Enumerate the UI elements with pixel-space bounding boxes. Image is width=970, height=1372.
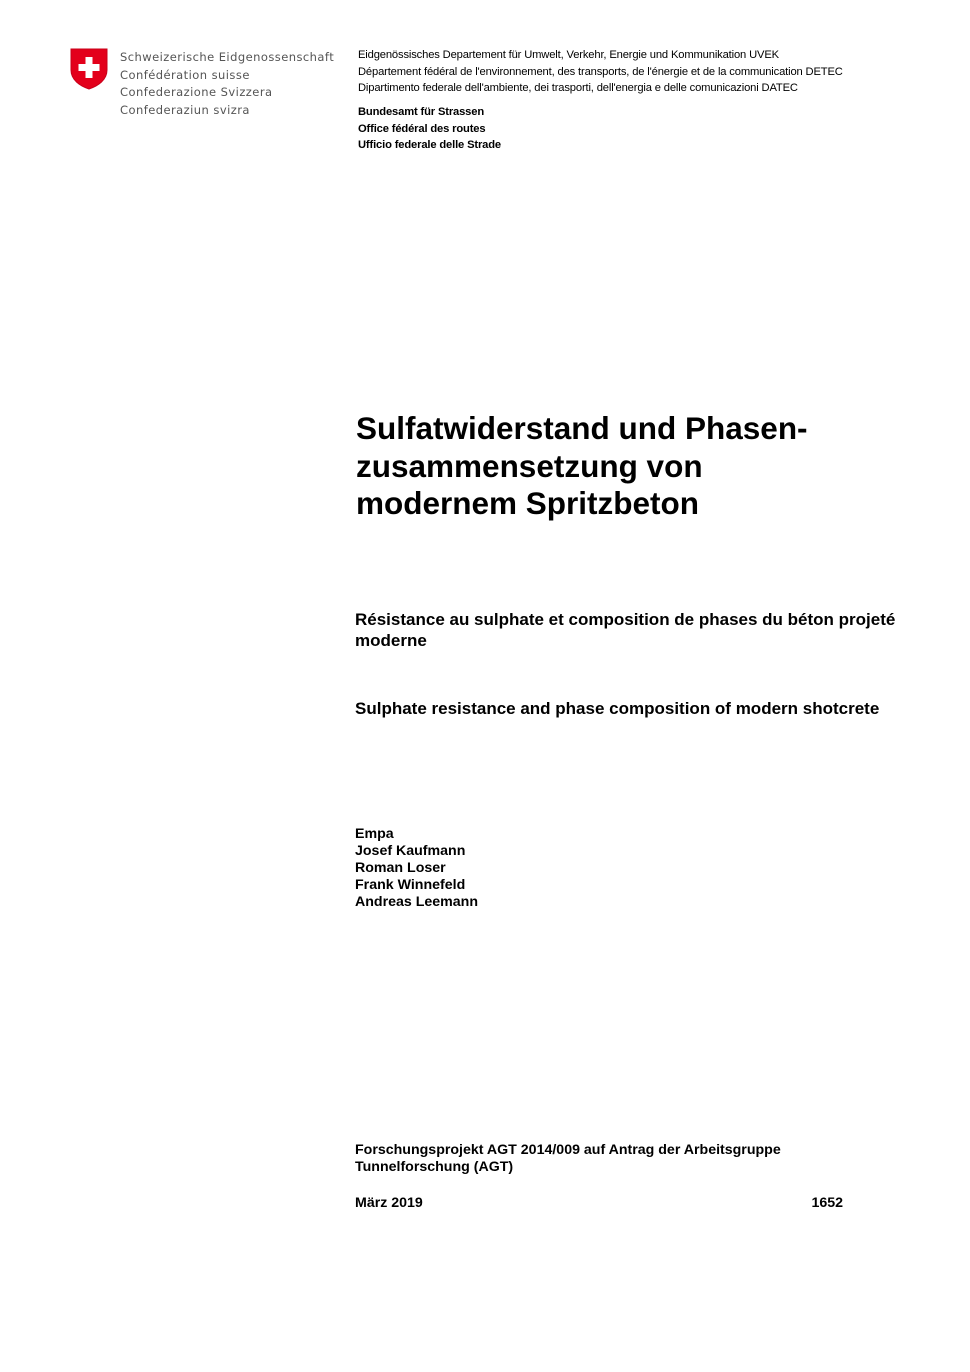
department-name-it: Dipartimento federale dell'ambiente, dei trasporti, dell'energia e delle comunicazioni DATEC	[358, 82, 798, 94]
confederation-name-it: Confederazione Svizzera	[120, 85, 273, 99]
report-title	[356, 410, 916, 523]
author-list	[355, 826, 478, 911]
office-name-de: Bundesamt für Strassen	[358, 106, 485, 118]
department-name-fr: Département fédéral de l'environnement, des transports, de l'énergie et de la communication DETEC	[358, 65, 843, 78]
confederation-names	[120, 49, 334, 119]
office-name-fr: Office fédéral des routes	[358, 122, 486, 135]
author-name: Frank Winnefeld	[355, 877, 466, 893]
author-name: Andreas Leemann	[355, 894, 478, 910]
confederation-name-fr: Confédération suisse	[120, 67, 250, 82]
report-title-line: zusammensetzung von	[356, 447, 703, 484]
report-title-line: Sulfatwiderstand und Phasen-	[356, 410, 808, 446]
author-institution: Empa	[355, 826, 394, 842]
confederation-name-rm: Confederaziun svizra	[120, 102, 250, 117]
department-name-de: Eidgenössisches Departement für Umwelt, Verkehr, Energie und Kommunikation UVEK	[358, 49, 779, 61]
office-names	[358, 104, 501, 154]
author-name: Roman Loser	[355, 860, 446, 876]
research-project-note: Forschungsprojekt AGT 2014/009 auf Antrag der Arbeitsgruppe Tunnelforschung (AGT)	[355, 1142, 781, 1175]
report-number: 1652	[811, 1195, 843, 1211]
subtitle-english: Sulphate resistance and phase composition of modern shotcrete	[355, 699, 880, 718]
author-name: Josef Kaufmann	[355, 843, 466, 859]
confederation-name-de: Schweizerische Eidgenossenschaft	[120, 50, 335, 64]
swiss-coat-of-arms-logo	[70, 48, 108, 90]
department-names	[358, 47, 843, 97]
subtitle-french: Résistance au sulphate et composition de phases du béton projeté moderne	[355, 610, 896, 650]
office-name-it: Ufficio federale delle Strade	[358, 139, 501, 151]
publication-date: März 2019	[355, 1195, 423, 1211]
report-title-line: modernem Spritzbeton	[356, 485, 700, 521]
